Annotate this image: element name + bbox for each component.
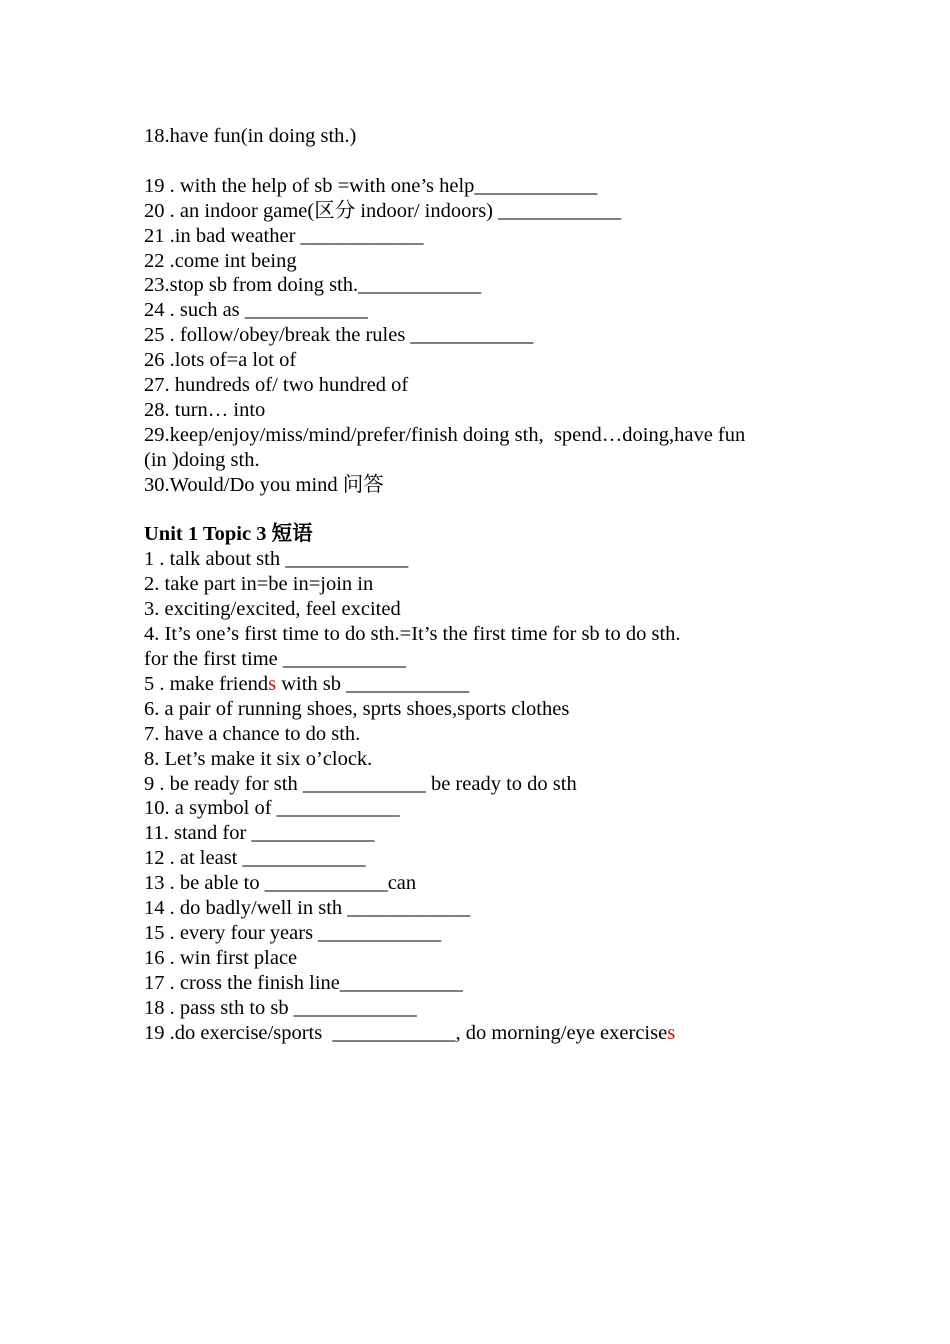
phrase-line: 25 . follow/obey/break the rules ____________ (144, 324, 534, 347)
phrase-line: 23.stop sb from doing sth.____________ (144, 274, 482, 297)
phrase-line: 19 . with the help of sb =with one’s help____________ (144, 174, 598, 197)
phrase-list-continued (144, 124, 824, 498)
phrase-line: 13 . be able to ____________can (144, 872, 417, 895)
phrase-line: 28. turn… into (144, 398, 266, 421)
phrase-line: 14 . do badly/well in sth ____________ (144, 897, 471, 920)
phrase-line: 30.Would/Do you mind 问答 (144, 473, 384, 496)
phrase-line: 7. have a chance to do sth. (144, 722, 361, 745)
document-page (144, 124, 824, 1046)
phrase-line: 1 . talk about sth ____________ (144, 548, 409, 571)
phrase-line: 20 . an indoor game(区分 indoor/ indoors) ____________ (144, 199, 622, 222)
phrase-line: 2. take part in=be in=join in (144, 573, 374, 596)
unit1-topic3-section (144, 522, 824, 1045)
section-heading: Unit 1 Topic 3 短语 (144, 523, 313, 546)
phrase-line: 3. exciting/excited, feel excited (144, 598, 401, 621)
phrase-line: 17 . cross the finish line____________ (144, 971, 463, 994)
phrase-line: 11. stand for ____________ (144, 822, 375, 845)
phrase-line: 21 .in bad weather ____________ (144, 224, 424, 247)
phrase-line: 15 . every four years ____________ (144, 921, 442, 944)
phrase-line: for the first time ____________ (144, 648, 406, 670)
phrase-line: 8. Let’s make it six o’clock. (144, 747, 373, 770)
phrase-line: 12 . at least ____________ (144, 847, 366, 870)
highlighted-suffix: s (667, 1021, 676, 1044)
phrase-line: 16 . win first place (144, 946, 298, 969)
phrase-line: 6. a pair of running shoes, sprts shoes,sports clothes (144, 697, 570, 720)
phrase-line: 26 .lots of=a lot of (144, 349, 297, 372)
phrase-line: 10. a symbol of ____________ (144, 797, 400, 820)
phrase-line (144, 672, 824, 697)
phrase-line: (in )doing sth. (144, 448, 260, 471)
phrase-text: with sb ____________ (276, 672, 470, 695)
phrase-line: 29.keep/enjoy/miss/mind/prefer/finish doing sth, spend…doing,have fun (144, 423, 746, 446)
blank-line (144, 149, 824, 174)
phrase-line: 9 . be ready for sth ____________ be ready to do sth (144, 772, 577, 795)
highlighted-suffix: s (268, 672, 277, 695)
phrase-line: 18 . pass sth to sb ____________ (144, 996, 417, 1019)
phrase-line: 24 . such as ____________ (144, 299, 368, 322)
phrase-text: 5 . make friend (144, 672, 269, 695)
section-spacer (144, 498, 824, 523)
phrase-line: 4. It’s one’s first time to do sth.=It’s the first time for sb to do sth. (144, 623, 681, 646)
phrase-line: 27. hundreds of/ two hundred of (144, 374, 409, 397)
phrase-line: 18.have fun(in doing sth.) (144, 125, 357, 147)
phrase-line: 22 .come int being (144, 249, 297, 272)
phrase-text: 19 .do exercise/sports ____________, do morning/eye exercise (144, 1021, 668, 1044)
phrase-line (144, 1021, 824, 1046)
